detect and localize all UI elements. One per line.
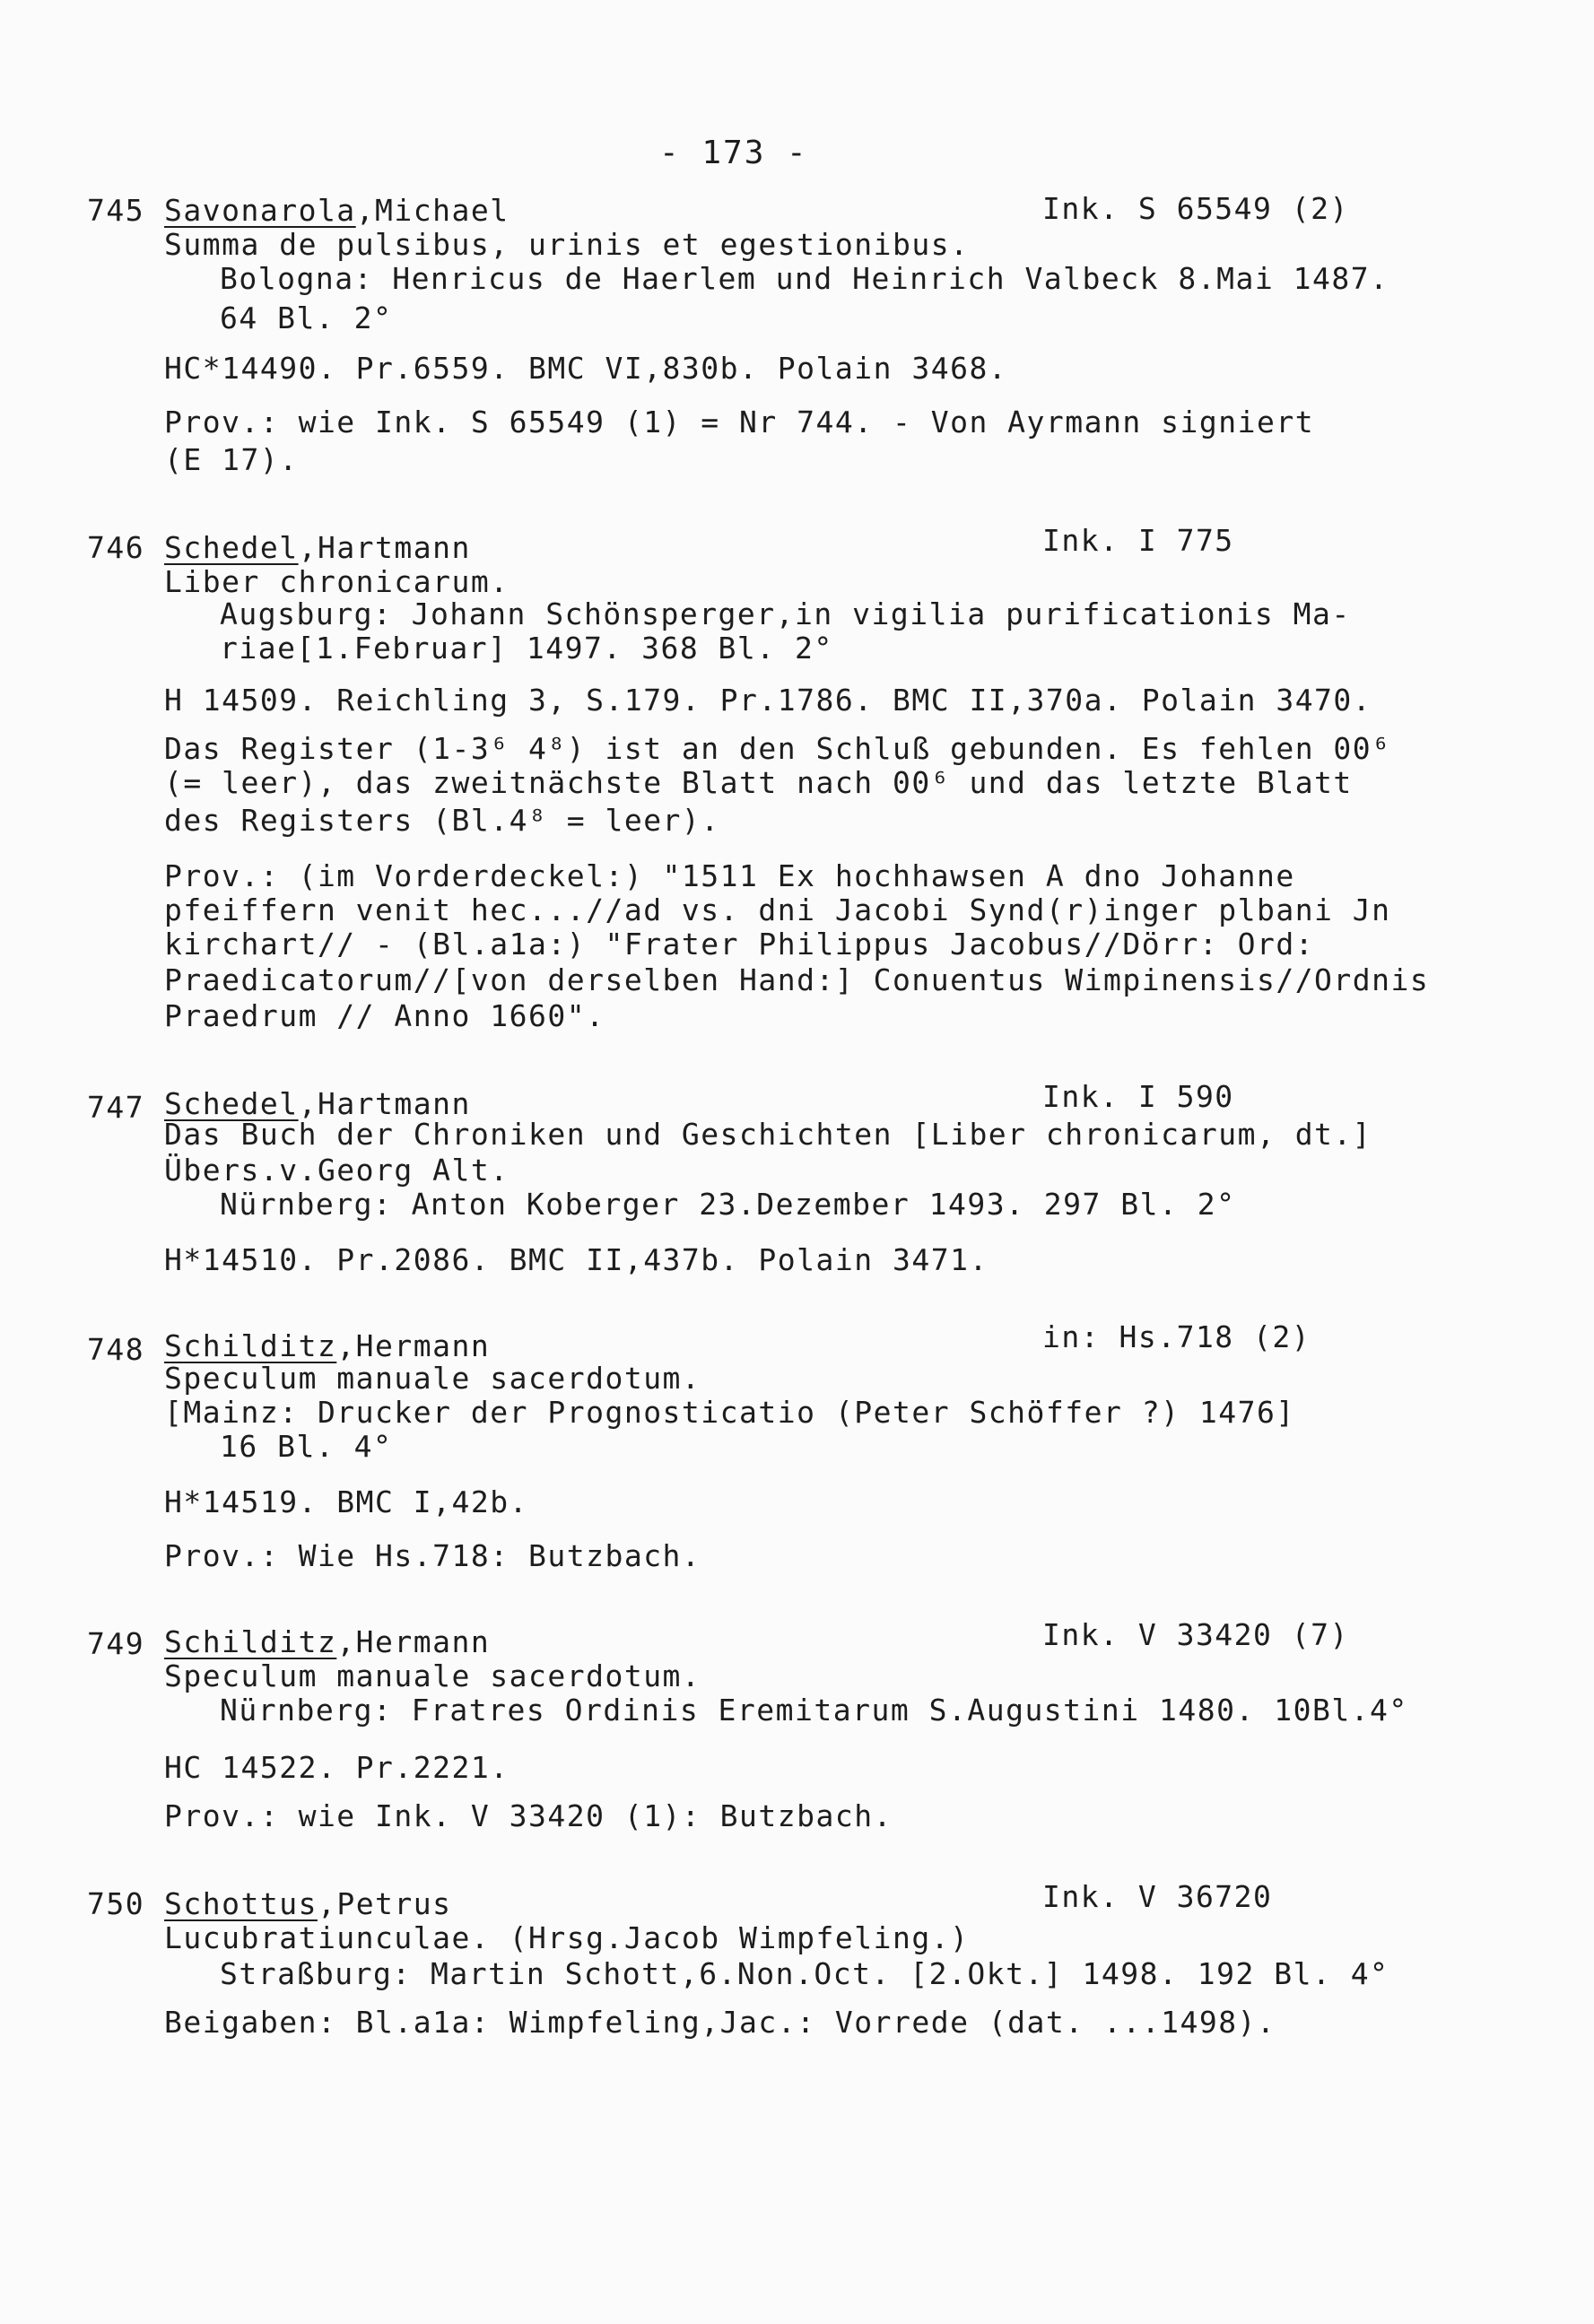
provenance-line: Prov.: Wie Hs.718: Butzbach. [164,1538,701,1573]
provenance-line: Prov.: wie Ink. S 65549 (1) = Nr 744. - Von Ayrmann signiert [164,405,1315,440]
author-given-name: ,Michael [355,193,510,228]
title-line: Das Buch der Chroniken und Geschichten [Liber chronicarum, dt.] [164,1117,1372,1152]
entry-heading [164,1886,452,1922]
author-surname: Savonarola [164,193,356,228]
title-line: Speculum manuale sacerdotum. [164,1361,701,1396]
author-surname: Schilditz [164,1328,337,1363]
entry-number: 747 [87,1090,145,1125]
provenance-line: pfeiffern venit hec...//ad vs. dni Jacobi Synd(r)inger plbani Jn [164,892,1391,927]
author-surname: Schedel [164,530,299,565]
references-line: H 14509. Reichling 3, S.179. Pr.1786. BMC II,370a. Polain 3470. [164,683,1372,718]
entry-heading [164,1328,490,1364]
title-line: Lucubratiunculae. (Hrsg.Jacob Wimpfeling.) [164,1920,970,1955]
title-line: Speculum manuale sacerdotum. [164,1658,701,1693]
provenance-line: kirchart// - (Bl.a1a:) "Frater Philippus Jacobus//Dörr: Ord: [164,927,1315,962]
entry-heading [164,1624,490,1660]
entry-number: 748 [87,1332,145,1367]
title-line: Übers.v.Georg Alt. [164,1153,510,1188]
references-line: HC*14490. Pr.6559. BMC VI,830b. Polain 3468. [164,351,1008,386]
title-line: Liber chronicarum. [164,564,510,599]
shelfmark: in: Hs.718 (2) [1042,1319,1311,1354]
imprint-line: Nürnberg: Anton Koberger 23.Dezember 1493. 297 Bl. 2° [220,1187,1236,1222]
collation-line: 16 Bl. 4° [220,1429,393,1464]
shelfmark: Ink. V 36720 [1042,1879,1273,1914]
provenance-line: Prov.: wie Ink. V 33420 (1): Butzbach. [164,1798,893,1833]
entry-number: 749 [87,1626,145,1661]
author-given-name: ,Hartmann [298,1086,471,1121]
author-given-name: ,Hermann [336,1624,491,1659]
note-line: Das Register (1-3⁶ 4⁸) ist an den Schluß gebunden. Es fehlen 00⁶ [164,731,1391,766]
author-given-name: ,Petrus [317,1886,452,1921]
provenance-line: Praedicatorum//[von derselben Hand:] Conuentus Wimpinensis//Ordnis [164,962,1430,997]
imprint-line: Augsburg: Johann Schönsperger,in vigilia purificationis Ma- [220,596,1351,631]
entry-heading [164,530,471,566]
entry-number: 745 [87,193,145,228]
shelfmark: Ink. S 65549 (2) [1042,191,1349,226]
references-line: H*14510. Pr.2086. BMC II,437b. Polain 3471. [164,1242,989,1277]
provenance-line: (E 17). [164,442,299,477]
author-surname: Schilditz [164,1624,337,1659]
imprint-line: Straßburg: Martin Schott,6.Non.Oct. [2.Okt.] 1498. 192 Bl. 4° [220,1956,1389,1991]
entry-number: 750 [87,1886,145,1921]
contents-line: Beigaben: Bl.a1a: Wimpfeling,Jac.: Vorrede (dat. ...1498). [164,2005,1276,2040]
imprint-line: Nürnberg: Fratres Ordinis Eremitarum S.Augustini 1480. 10Bl.4° [220,1693,1408,1728]
imprint-line: riae[1.Februar] 1497. 368 Bl. 2° [220,631,833,666]
entry-number: 746 [87,530,145,565]
shelfmark: Ink. I 590 [1042,1079,1234,1114]
page-number: - 173 - [659,135,808,171]
title-line: Summa de pulsibus, urinis et egestionibus. [164,227,970,262]
author-surname: Schottus [164,1886,318,1921]
author-surname: Schedel [164,1086,299,1121]
note-line: des Registers (Bl.4⁸ = leer). [164,803,720,838]
references-line: HC 14522. Pr.2221. [164,1750,510,1785]
shelfmark: Ink. I 775 [1042,523,1234,558]
entry-heading [164,193,510,229]
shelfmark: Ink. V 33420 (7) [1042,1617,1349,1652]
imprint-line: [Mainz: Drucker der Prognosticatio (Peter Schöffer ?) 1476] [164,1395,1295,1430]
references-line: H*14519. BMC I,42b. [164,1484,528,1519]
note-line: (= leer), das zweitnächste Blatt nach 00⁶ und das letzte Blatt [164,765,1353,800]
author-given-name: ,Hermann [336,1328,491,1363]
collation-line: 64 Bl. 2° [220,300,393,335]
imprint-line: Bologna: Henricus de Haerlem und Heinrich Valbeck 8.Mai 1487. [220,261,1389,296]
author-given-name: ,Hartmann [298,530,471,565]
provenance-line: Praedrum // Anno 1660". [164,998,605,1033]
provenance-line: Prov.: (im Vorderdeckel:) "1511 Ex hochhawsen A dno Johanne [164,858,1295,893]
